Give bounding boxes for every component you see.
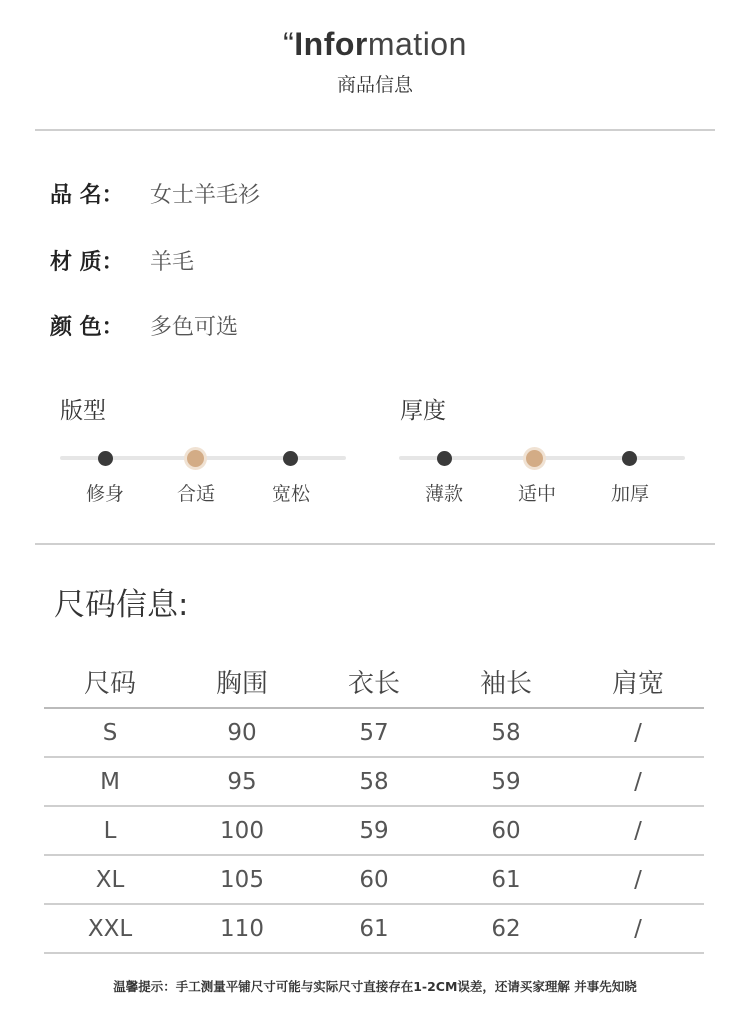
info-label: 颜 色： [50, 315, 124, 340]
thickness-scale-title: 厚度 [400, 398, 446, 424]
cell-shoulder: / [572, 855, 704, 904]
size-section-heading: 尺码信息: [54, 587, 189, 623]
cell-shoulder: / [572, 708, 704, 757]
cell-length: 60 [308, 855, 440, 904]
info-label: 品 名： [50, 183, 124, 208]
title-bold-part: Infor [294, 26, 368, 62]
cell-shoulder: / [572, 806, 704, 855]
info-row-material [50, 245, 194, 276]
fit-dot-3 [283, 451, 298, 466]
info-value: 女士羊毛衫 [150, 183, 261, 208]
size-table-header-row [44, 655, 704, 708]
thickness-dot-2-selected [526, 450, 543, 467]
header-bust: 胸围 [176, 655, 308, 708]
table-row [44, 708, 704, 757]
thickness-dot-1 [437, 451, 452, 466]
header-sleeve: 袖长 [440, 655, 572, 708]
fit-dot-1 [98, 451, 113, 466]
cell-bust: 90 [176, 708, 308, 757]
cell-length: 61 [308, 904, 440, 953]
header-divider [35, 129, 715, 131]
cell-size: M [44, 757, 176, 806]
info-label: 材 质： [50, 250, 124, 275]
thickness-option-1: 薄款 [424, 483, 463, 505]
header-size: 尺码 [44, 655, 176, 708]
cell-shoulder: / [572, 904, 704, 953]
cell-sleeve: 61 [440, 855, 572, 904]
info-row-color [50, 310, 238, 341]
header-shoulder: 肩宽 [572, 655, 704, 708]
table-row [44, 855, 704, 904]
cell-length: 57 [308, 708, 440, 757]
section-divider [35, 543, 715, 545]
page-subtitle: 商品信息 [336, 74, 413, 96]
thickness-dot-3 [622, 451, 637, 466]
cell-bust: 100 [176, 806, 308, 855]
cell-length: 58 [308, 757, 440, 806]
cell-shoulder: / [572, 757, 704, 806]
size-table [44, 655, 704, 954]
info-row-name [50, 178, 260, 209]
cell-bust: 105 [176, 855, 308, 904]
cell-size: L [44, 806, 176, 855]
header-length: 衣长 [308, 655, 440, 708]
fit-scale-title: 版型 [60, 398, 106, 424]
fit-option-1: 修身 [85, 483, 124, 505]
page-title [0, 26, 750, 63]
fit-dot-2-selected [187, 450, 204, 467]
info-value: 多色可选 [150, 315, 239, 340]
cell-size: XL [44, 855, 176, 904]
fit-option-3: 宽松 [271, 483, 310, 505]
quote-mark: “ [283, 26, 295, 62]
thickness-option-3: 加厚 [610, 483, 649, 505]
table-row [44, 904, 704, 953]
table-row [44, 806, 704, 855]
cell-bust: 110 [176, 904, 308, 953]
cell-bust: 95 [176, 757, 308, 806]
fit-option-2: 合适 [176, 483, 215, 505]
title-light-part: mation [367, 26, 467, 62]
cell-size: S [44, 708, 176, 757]
cell-sleeve: 59 [440, 757, 572, 806]
cell-sleeve: 60 [440, 806, 572, 855]
cell-sleeve: 58 [440, 708, 572, 757]
footer-note: 温馨提示：手工测量平铺尺寸可能与实际尺寸直接存在1-2CM误差，还请买家理解 并事先知晓 [113, 979, 637, 994]
cell-size: XXL [44, 904, 176, 953]
table-row [44, 757, 704, 806]
cell-length: 59 [308, 806, 440, 855]
info-value: 羊毛 [150, 250, 195, 275]
cell-sleeve: 62 [440, 904, 572, 953]
thickness-option-2: 适中 [517, 483, 556, 505]
